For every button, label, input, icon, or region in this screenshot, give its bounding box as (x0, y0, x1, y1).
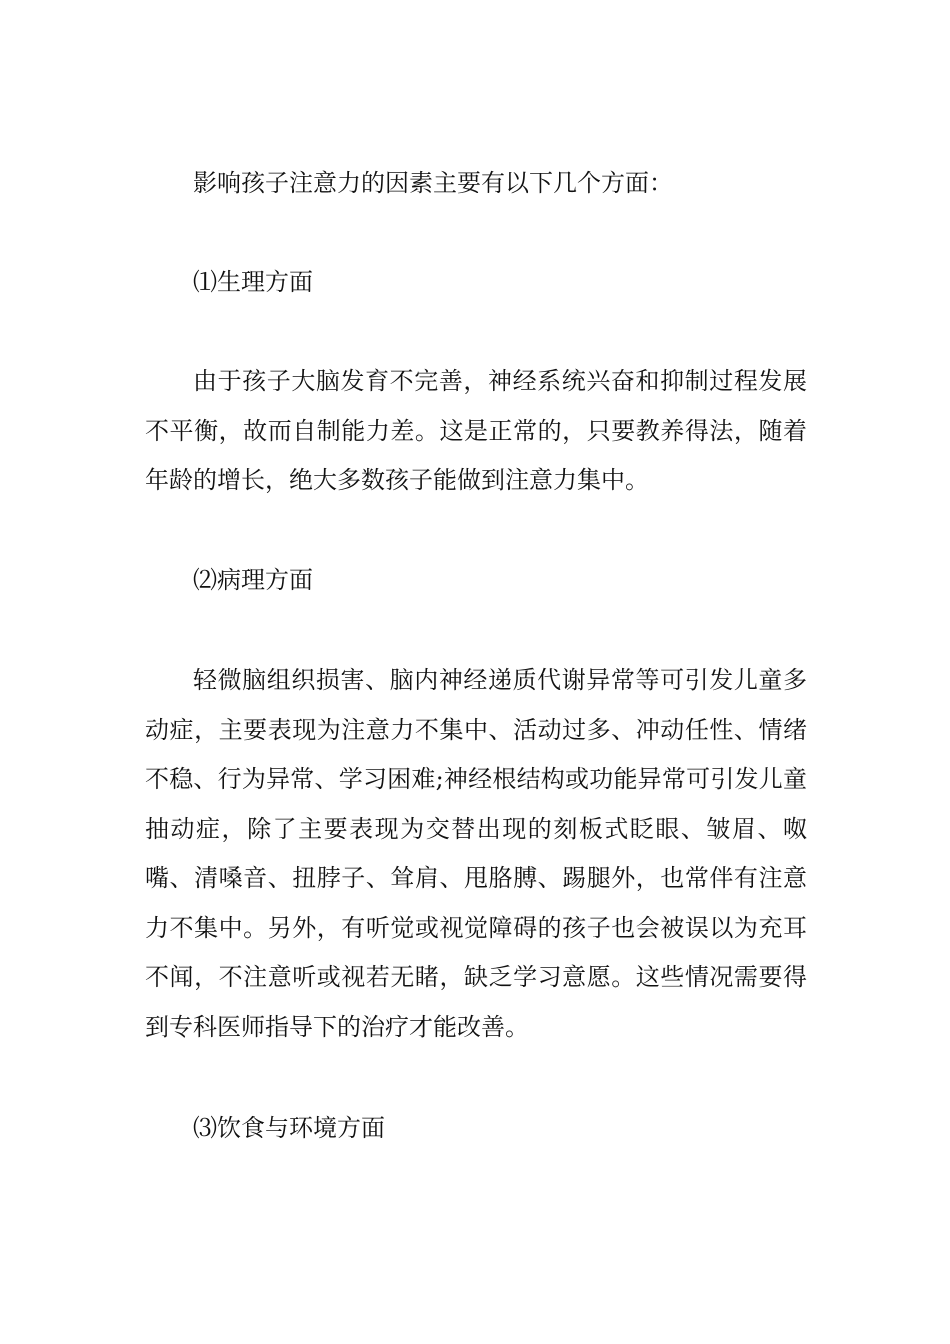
section-body-physiological: 由于孩子大脑发育不完善，神经系统兴奋和抑制过程发展不平衡，故而自制能力差。这是正常的，只要教养得法，随着年龄的增长，绝大多数孩子能做到注意力集中。 (145, 367, 807, 494)
section-heading-pathological: ⑵病理方面 (193, 566, 313, 594)
section-body-pathological: 轻微脑组织损害、脑内神经递质代谢异常等可引发儿童多动症，主要表现为注意力不集中、活动过多、冲动任性、情绪不稳、行为异常、学习困难;神经根结构或功能异常可引发儿童抽动症，除了主要表现为交替出现的刻板式眨眼、皱眉、呶嘴、清嗓音、扭脖子、耸肩、甩胳膊、踢腿外，也常伴有注意力不集中。另外，有听觉或视觉障碍的孩子也会被误以为充耳不闻，不注意听或视若无睹，缺乏学习意愿。这些情况需要得到专科医师指导下的治疗才能改善。 (145, 666, 807, 1041)
section-heading-diet-environment: ⑶饮食与环境方面 (193, 1114, 385, 1142)
section-heading-physiological: ⑴生理方面 (193, 268, 313, 296)
intro-paragraph: 影响孩子注意力的因素主要有以下几个方面： (193, 169, 673, 197)
